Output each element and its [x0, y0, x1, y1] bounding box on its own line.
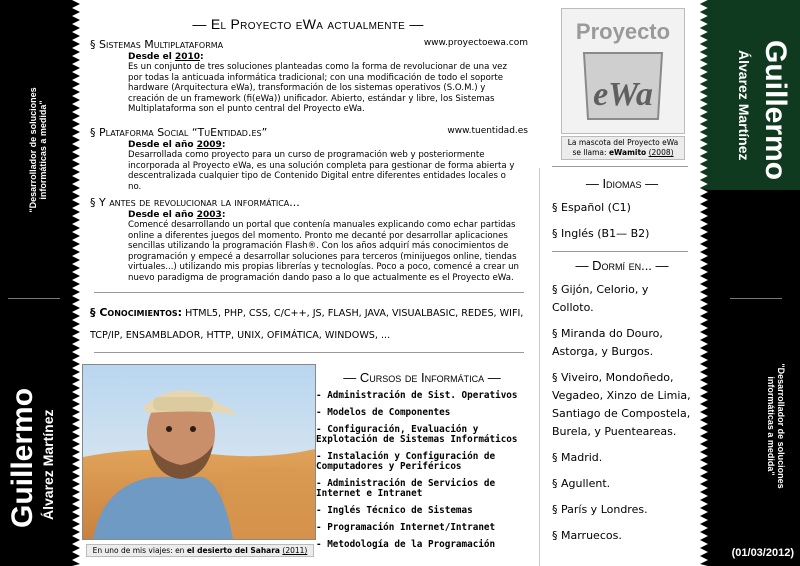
profile-photo	[82, 364, 316, 540]
slept-item: § Gijón, Celorio, y Colloto.	[552, 283, 649, 314]
course-item: - Administración de Sist. Operativos	[316, 390, 518, 401]
main-column	[88, 0, 528, 32]
skills-text: HTML5, PHP, CSS, C/C++, JS, FLASH, JAVA, VISUALBASIC, REDES, WIFI, TCP/IP, ENSAMBLADOR, HTTP, UNIX, OFIMÁTICA, WINDOWS, ...	[90, 308, 524, 341]
logo-mark: eWa	[593, 76, 653, 113]
section-since	[128, 140, 528, 150]
section-url[interactable]: www.proyectoewa.com	[423, 38, 528, 48]
course-item: - Configuración, Evaluación y Explotación de Sistemas Informáticos	[316, 424, 518, 445]
course-item: - Inglés Técnico de Sistemas	[316, 505, 473, 516]
right-surname: Álvarez Martínez	[736, 50, 752, 161]
since-label: Desde el año	[128, 140, 194, 150]
section-title: § Y antes de revolucionar la informática...	[90, 196, 300, 209]
column-divider	[539, 168, 540, 566]
languages-block	[552, 176, 692, 251]
photo-caption-year: (2011)	[282, 546, 308, 555]
left-surname: Álvarez Martínez	[40, 409, 56, 520]
right-name: Guillermo	[759, 40, 792, 181]
right-tagline	[766, 356, 786, 496]
divider-below-skills	[94, 352, 524, 353]
courses-list	[316, 391, 528, 550]
left-zigzag-edge	[72, 0, 80, 566]
section-since	[128, 52, 528, 62]
since-label: Desde el	[128, 52, 172, 62]
slept-item: § Madrid.	[552, 451, 603, 464]
slept-block	[552, 258, 692, 553]
language-item: § Español (C1)	[552, 201, 631, 214]
right-tagline-line-2: informáticas a medida"	[766, 376, 776, 476]
right-strip-divider	[730, 298, 782, 299]
photo-caption-bold: el desierto del Sahara	[186, 546, 280, 555]
left-name: Guillermo	[6, 387, 39, 528]
since-colon: :	[221, 210, 226, 220]
course-item: - Programación Internet/Intranet	[316, 522, 496, 533]
since-year: 2009	[196, 140, 222, 150]
divider-above-slept	[552, 251, 688, 252]
document-date: (01/03/2012)	[731, 547, 794, 559]
language-item: § Inglés (B1— B2)	[552, 227, 650, 240]
courses-title: — Cursos de Informática —	[343, 370, 501, 385]
slept-item: § Viveiro, Mondoñedo, Vegadeo, Xinzo de Limia, Santiago de Compostela, Burela, y Puenteareas.	[552, 371, 691, 438]
photo-caption-pre: En uno de mis viajes: en	[92, 546, 185, 555]
languages-list	[552, 199, 692, 243]
since-year: 2010	[174, 52, 201, 62]
course-item: - Metodología de la Programación	[316, 539, 496, 550]
slept-item: § Marruecos.	[552, 529, 622, 542]
since-year: 2003	[196, 210, 222, 220]
course-item: - Instalación y Configuración de Computadores y Periféricos	[316, 451, 496, 472]
section-body: Comencé desarrollando un portal que contenía manuales explicando como echar partidas online a diferentes juegos del momento. Pronto me decanté por desarrollar aplicaciones sencillas utilizando la programación Flash®. Con los años adquirí más conocimientos de programación y empecé a desarrollar soluciones para terceros (minijuegos online, tiendas virtuales...) utilizando mis propias librerías y tecnologías. Poco a poco, comencé a crear un nuevo paradigma de programación dando paso a lo que actualmente es el Proyecto eWa.	[128, 220, 519, 283]
languages-title: — Idiomas —	[585, 176, 659, 191]
section-antes	[90, 196, 528, 284]
skills-label: § Conocimientos:	[90, 306, 183, 319]
logo-word: Proyecto	[575, 19, 671, 44]
left-tagline	[28, 50, 48, 250]
section-title: § Plataforma Social “TuEntidad.es”	[90, 126, 268, 139]
logo-caption-pre: se llama:	[572, 148, 607, 157]
photo-caption	[86, 544, 314, 557]
logo-caption-year: (2008)	[648, 148, 674, 157]
course-item: - Administración de Servicios de Internet e Intranet	[316, 478, 496, 499]
slept-title: — Dormí en... —	[575, 258, 669, 273]
section-url[interactable]: www.tuentidad.es	[447, 126, 528, 136]
section-multiplataforma	[90, 38, 528, 115]
right-tagline-line-1: "Desarrollador de soluciones	[776, 363, 786, 489]
skills-block	[90, 302, 528, 347]
page-title: — El Proyecto eWa actualmente —	[192, 16, 424, 32]
left-tagline-line-1: "Desarrollador de soluciones	[28, 87, 38, 213]
section-title: § Sistemas Multiplataforma	[90, 38, 224, 51]
photo-illustration	[83, 365, 315, 539]
ewamito-mascot-icon	[562, 9, 684, 133]
left-strip-divider	[8, 298, 60, 299]
section-body: Desarrollada como proyecto para un curso de programación web y posteriormente incorporada al Proyecto eWa, es una solución completa para gestionar de forma abierta y descentralizada cualquier tipo de Contenido Digital entre diferentes entidades locales o no.	[128, 150, 515, 192]
course-item: - Modelos de Componentes	[316, 407, 451, 418]
logo-caption	[561, 136, 685, 160]
project-logo	[561, 8, 685, 134]
section-since	[128, 210, 528, 220]
slept-item: § Agullent.	[552, 477, 611, 490]
left-tagline-line-2: informáticas a medida"	[38, 100, 48, 200]
since-colon: :	[200, 52, 204, 62]
divider-above-skills	[94, 292, 524, 293]
since-label: Desde el año	[128, 210, 194, 220]
logo-caption-line-2	[562, 148, 684, 158]
slept-item: § Miranda do Douro, Astorga, y Burgos.	[552, 327, 663, 358]
right-zigzag-edge-green	[700, 0, 708, 190]
logo-caption-line-1: La mascota del Proyecto eWa	[567, 138, 679, 147]
logo-caption-name: eWamito	[608, 148, 647, 157]
slept-item: § París y Londres.	[552, 503, 648, 516]
section-tuentidad	[90, 126, 528, 192]
section-body: Es un conjunto de tres soluciones planteadas como la forma de revolucionar de una vez por todas la anticuada informática tradicional; con una modificación de todo el soporte hardware (Arquitectura eWa), transformación de los sistemas operativos (S.O.M.) y creación de un framework (fi(eWa)) unificador. Abierto, estándar y libre, los Sistemas Multiplataforma son el punto central del Proyecto eWa.	[128, 62, 507, 115]
slept-list	[552, 281, 692, 545]
divider-above-languages	[552, 166, 688, 167]
courses-block	[316, 370, 528, 557]
since-colon: :	[221, 140, 226, 150]
